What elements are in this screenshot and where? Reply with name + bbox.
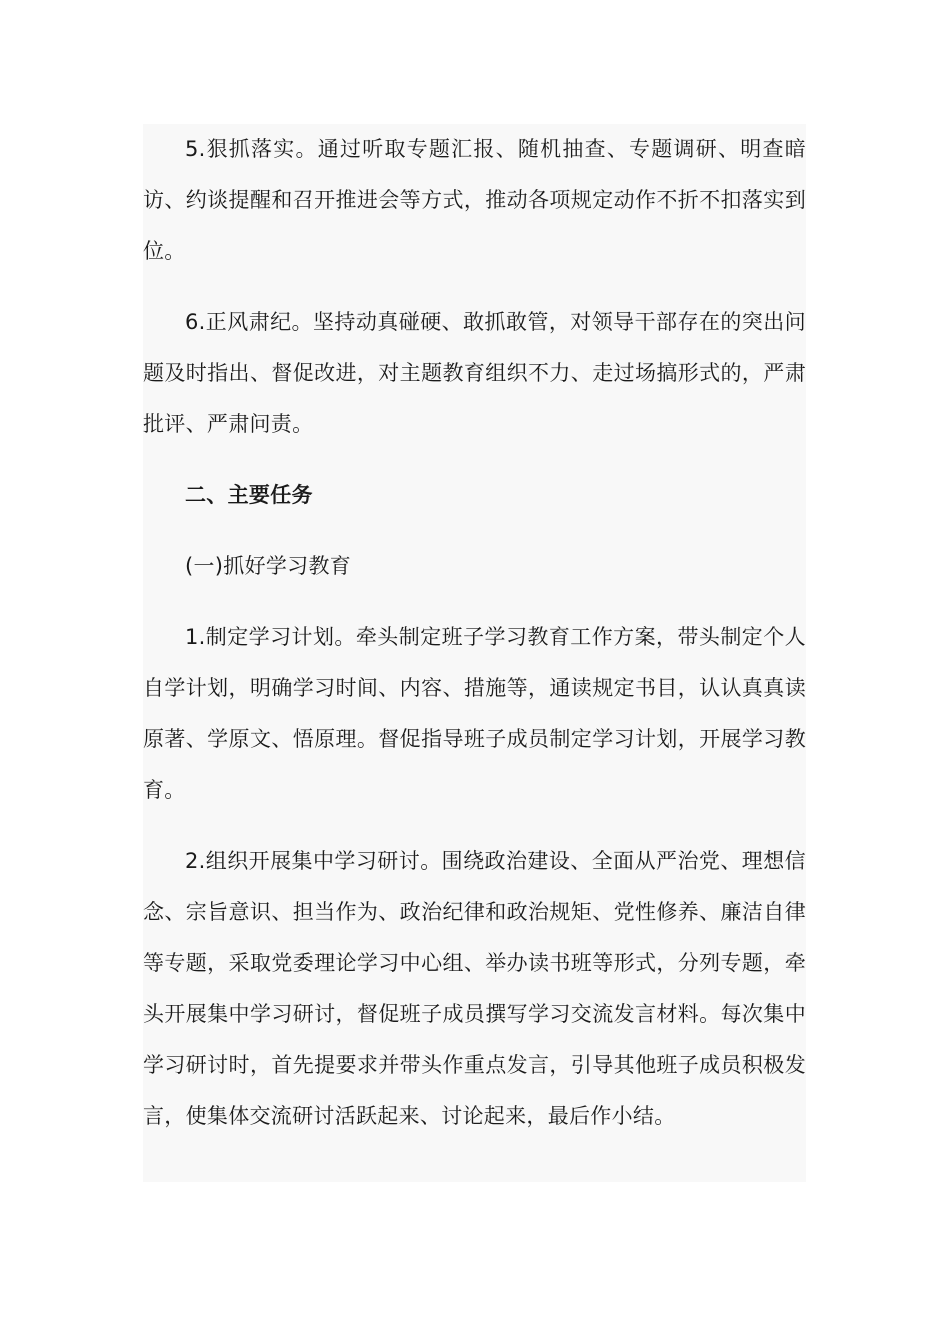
subsection-heading-study-education: (一)抓好学习教育	[185, 554, 352, 578]
paragraph-discipline: 6.正风肃纪。坚持动真碰硬、敢抓敢管，对领导干部存在的突出问题及时指出、督促改进，对主题教育组织不力、走过场搞形式的，严肃批评、严肃问责。	[143, 310, 806, 436]
document-content-area	[143, 124, 806, 1182]
paragraph-implementation: 5.狠抓落实。通过听取专题汇报、随机抽查、专题调研、明查暗访、约谈提醒和召开推进会等方式，推动各项规定动作不折不扣落实到位。	[143, 137, 806, 263]
paragraph-group-study: 2.组织开展集中学习研讨。围绕政治建设、全面从严治党、理想信念、宗旨意识、担当作为、政治纪律和政治规矩、党性修养、廉洁自律等专题，采取党委理论学习中心组、举办读书班等形式，分列专题，牵头开展集中学习研讨，督促班子成员撰写学习交流发言材料。每次集中学习研讨时，首先提要求并带头作重点发言，引导其他班子成员积极发言，使集体交流研讨活跃起来、讨论起来，最后作小结。	[143, 849, 806, 1128]
section-heading-main-tasks: 二、主要任务	[185, 483, 313, 507]
document-text	[143, 124, 806, 1142]
paragraph-study-plan: 1.制定学习计划。牵头制定班子学习教育工作方案，带头制定个人自学计划，明确学习时间、内容、措施等，通读规定书目，认认真真读原著、学原文、悟原理。督促指导班子成员制定学习计划，开展学习教育。	[143, 625, 806, 802]
